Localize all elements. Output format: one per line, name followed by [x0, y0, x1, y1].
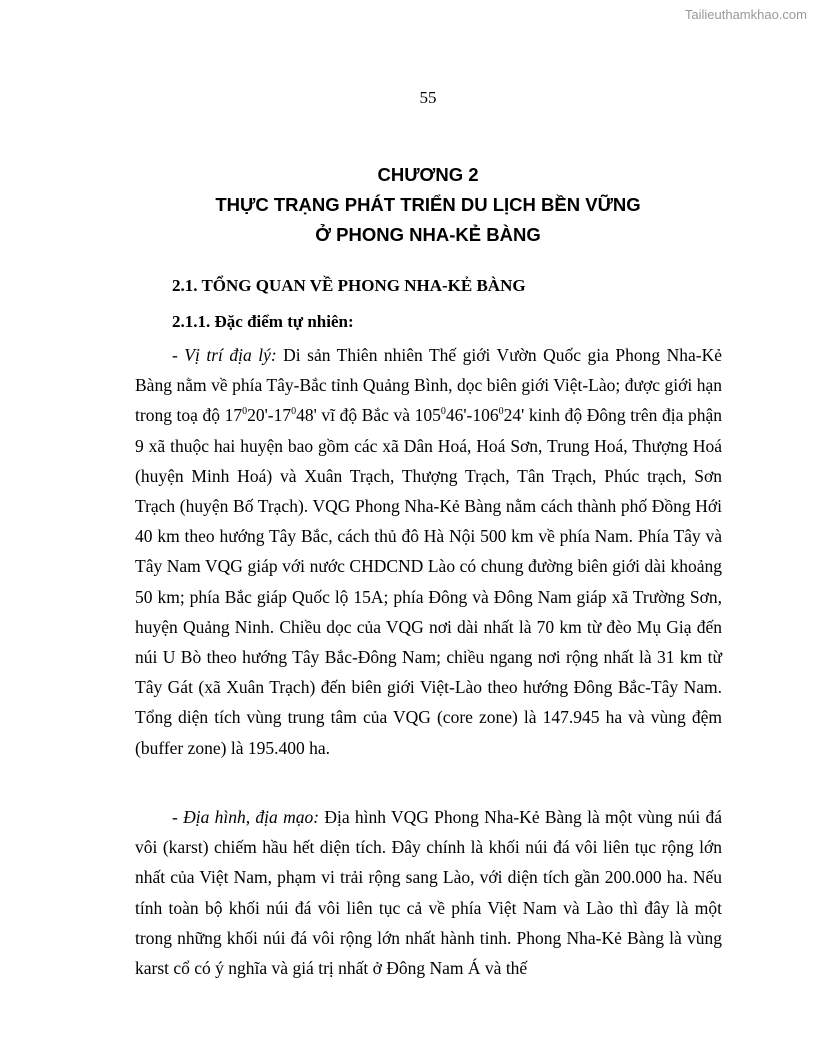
chapter-heading	[0, 160, 816, 250]
chapter-title-line2: Ở PHONG NHA-KẺ BÀNG	[315, 224, 541, 245]
section-heading-2-1: 2.1. TỔNG QUAN VỀ PHONG NHA-KẺ BÀNG	[172, 276, 526, 295]
paragraph-text: Địa hình VQG Phong Nha-Kẻ Bàng là một vùng núi đá vôi (karst) chiếm hầu hết diện tích. Đây chính là khối núi đá vôi liên tục rộng lớn nhất của Việt Nam, phạm vi trải rộng sang Lào, với diện tích gần 200.000 ha. Nếu tính toàn bộ khối núi đá vôi liên tục cả về phía Việt Nam và Lào thì đây là một trong những khối núi đá vôi rộng lớn nhất hành tinh. Phong Nha-Kẻ Bàng là vùng karst cổ có ý nghĩa và giá trị nhất ở Đông Nam Á và thế	[135, 807, 722, 979]
degree-superscript: 0	[242, 406, 248, 418]
paragraph-lead: - Địa hình, địa mạo:	[172, 807, 320, 827]
paragraph-text: Di sản Thiên nhiên Thế giới Vườn Quốc gia Phong Nha-Kẻ Bàng nằm về phía Tây-Bắc tỉnh Quảng Bình, dọc biên giới Việt-Lào; được giới hạn trong toạ độ 17	[135, 345, 723, 426]
degree-superscript: 0	[498, 406, 504, 418]
section-heading-2-1-1: 2.1.1. Đặc điểm tự nhiên:	[172, 312, 354, 331]
paragraph-text: 46'-106	[445, 405, 499, 426]
paragraph-terrain	[135, 802, 722, 983]
paragraph-text: 48' vĩ độ Bắc và 105	[296, 405, 441, 426]
degree-superscript: 0	[291, 406, 297, 418]
page-number: 55	[419, 88, 437, 107]
watermark: Tailieuthamkhao.com	[684, 7, 807, 22]
paragraph-lead: - Vị trí địa lý:	[172, 345, 277, 365]
chapter-number: CHƯƠNG 2	[377, 164, 479, 185]
chapter-title-line1: THỰC TRẠNG PHÁT TRIỂN DU LỊCH BỀN VỮNG	[215, 194, 641, 215]
degree-superscript: 0	[440, 406, 446, 418]
paragraph-geographic-location	[135, 340, 722, 763]
paragraph-text: 20'-17	[247, 405, 292, 426]
paragraph-text: 24' kinh độ Đông trên địa phận 9 xã thuộc hai huyện bao gồm các xã Dân Hoá, Hoá Sơn, Trung Hoá, Thượng Hoá (huyện Minh Hoá) và Xuân Trạch, Thượng Trạch, Tân Trạch, Phúc trạch, Sơn Trạch (huyện Bố Trạch). VQG Phong Nha-Kẻ Bàng nằm cách thành phố Đồng Hới 40 km theo hướng Tây Bắc, cách thủ đô Hà Nội 500 km về phía Nam. Phía Tây và Tây Nam VQG giáp với nước CHDCND Lào có chung đường biên giới dài khoảng 50 km; phía Bắc giáp Quốc lộ 15A; phía Đông và Đông Nam giáp xã Trường Sơn, huyện Quảng Ninh. Chiều dọc của VQG nơi dài nhất là 70 km từ đèo Mụ Giạ đến núi U Bò theo hướng Tây Bắc-Đông Nam; chiều ngang nơi rộng nhất là 31 km từ Tây Gát (xã Xuân Trạch) đến biên giới Việt-Lào theo hướng Đông Bắc-Tây Nam. Tổng diện tích vùng trung tâm của VQG (core zone) là 147.945 ha và vùng đệm (buffer zone) là 195.400 ha.	[135, 405, 722, 758]
